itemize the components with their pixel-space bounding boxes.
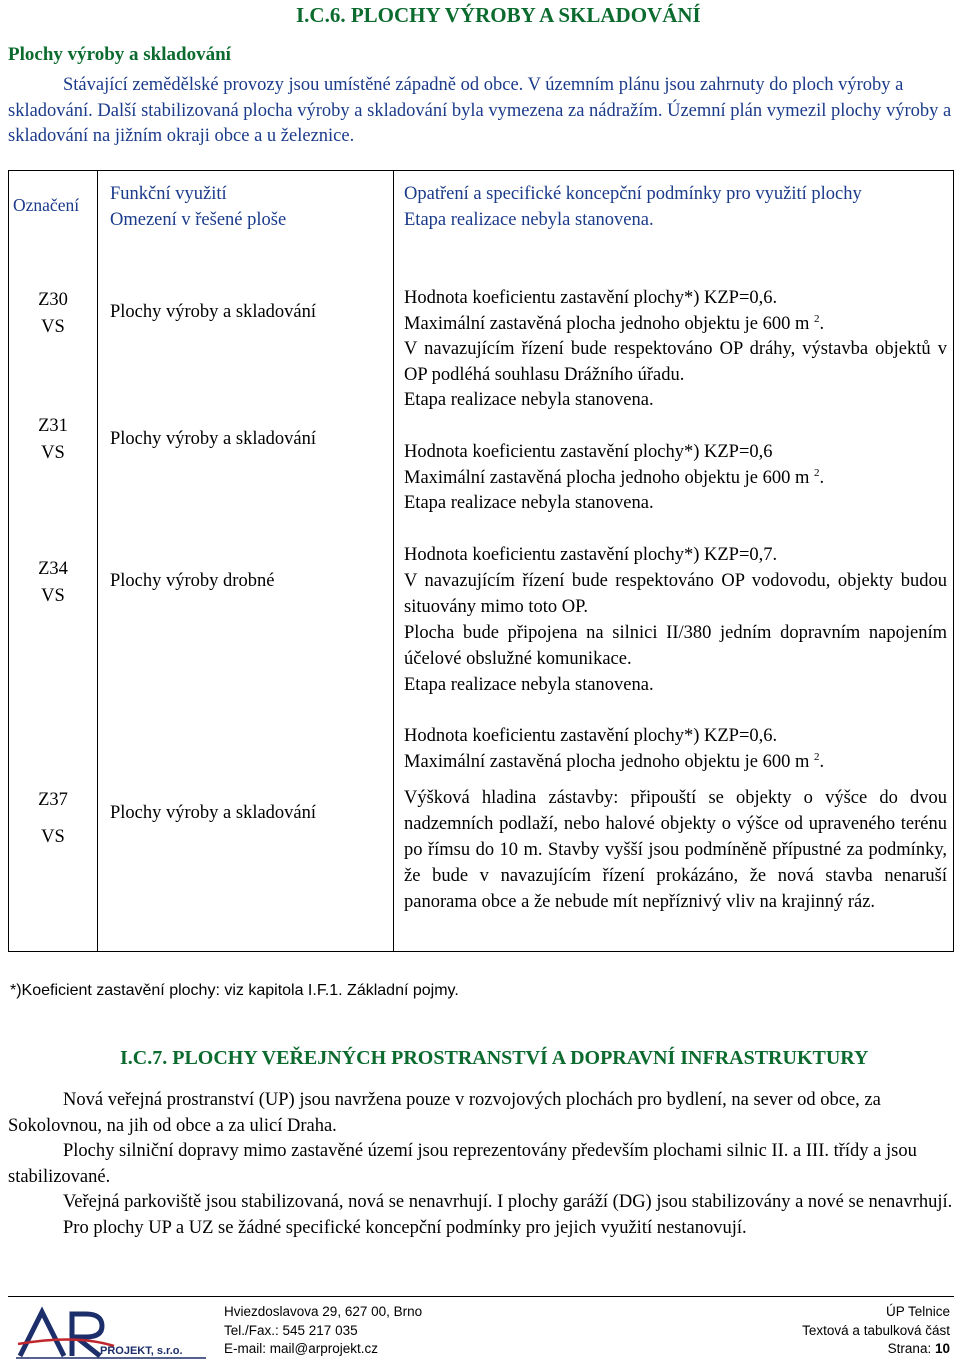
footnote: *)Koeficient zastavění plochy: viz kapitola I.F.1. Základní pojmy. [10, 982, 459, 999]
page-number: 10 [934, 1341, 950, 1356]
condition-line: Plocha bude připojena na silnici II/380 jedním dopravním napojením účelové obslužné komunikace. [404, 623, 947, 669]
zone-use: Plochy výroby a skladování [110, 803, 317, 823]
condition-line: Hodnota koeficientu zastavění plochy*) KZP=0,6. [404, 288, 778, 308]
zone-code: Z31 [38, 416, 68, 436]
zone-conditions [404, 723, 947, 915]
zone-conditions [404, 440, 947, 517]
zone-conditions [404, 286, 947, 414]
header-restriction-line: Omezení v řešené ploše [110, 210, 287, 230]
body-paragraph: Nová veřejná prostranství (UP) jsou navržena pouze v rozvojových plochách pro bydlení, na sever od obce, za Sokolovnou, na jih od obce a za ulicí Draha. [8, 1090, 881, 1136]
zone-use: Plochy výroby a skladování [110, 302, 317, 322]
zone-type: VS [41, 586, 65, 606]
section-subtitle: Plochy výroby a skladování [8, 44, 231, 65]
condition-line: Výšková hladina zástavby: připouští se objekty o výšce do dvou nadzemních podlaží, nebo halové objekty o výšce od upraveného terénu po římsu do 10 m. Stavby vyšší jsou podmíněně přípustné za podmínky, že bude v navazujícím řízení prokázáno, že nová stavba nenaruší panorama obce a že nebude mít nepříznivý vliv na krajinný ráz. [404, 788, 947, 912]
zone-code: Z34 [38, 559, 68, 579]
logo-graphic [16, 1304, 206, 1364]
zone-code: Z37 [38, 790, 68, 810]
section-title: I.C.6. PLOCHY VÝROBY A SKLADOVÁNÍ [296, 3, 701, 27]
header-stage-line: Etapa realizace nebyla stanovena. [404, 210, 654, 230]
intro-paragraph: Stávající zemědělské provozy jsou umístěné západně od obce. V územním plánu jsou zahrnuty do ploch výroby a skladování. Další stabilizovaná plocha výroby a skladování byla vymezena za nádražím. Územní plán vymezil plochy výroby a skladování na jižním okraji obce a u železnice. [8, 75, 952, 146]
zone-type: VS [41, 827, 65, 847]
footer-page: Strana: 10 [887, 1341, 950, 1356]
header-conditions-line: Opatření a specifické koncepční podmínky pro využití plochy [404, 184, 862, 204]
footer-address: Hviezdoslavova 29, 627 00, Brno [224, 1304, 423, 1319]
zone-type: VS [41, 317, 65, 337]
condition-line: Etapa realizace nebyla stanovena. [404, 390, 654, 410]
condition-line: Hodnota koeficientu zastavění plochy*) KZP=0,6. [404, 726, 778, 746]
row-code [9, 556, 97, 610]
row-code [9, 413, 97, 467]
header-designation: Označení [13, 195, 80, 215]
logo-company-text: PROJEKT, s.r.o. [100, 1345, 183, 1357]
condition-line: Hodnota koeficientu zastavění plochy*) KZP=0,7. [404, 545, 778, 565]
row-code [9, 782, 97, 856]
footer-email[interactable]: E-mail: mail@arprojekt.cz [224, 1341, 378, 1356]
row-code [9, 287, 97, 341]
header-function [110, 181, 390, 233]
zone-use: Plochy výroby a skladování [110, 429, 317, 449]
condition-line: Hodnota koeficientu zastavění plochy*) KZP=0,6 [404, 442, 773, 462]
zone-code: Z30 [38, 290, 68, 310]
footer-divider [8, 1296, 954, 1297]
footer-document [802, 1303, 950, 1359]
condition-line: Etapa realizace nebyla stanovena. [404, 493, 654, 513]
body-paragraph: Plochy silniční dopravy mimo zastavěné území jsou reprezentovány především plochami silnic II. a III. třídy a jsou stabilizované. [8, 1141, 917, 1187]
section-title: I.C.7. PLOCHY VEŘEJNÝCH PROSTRANSTVÍ A DOPRAVNÍ INFRASTRUKTURY [120, 1047, 869, 1069]
condition-line: Maximální zastavěná plocha jednoho objektu je 600 m $^2$. [404, 312, 825, 334]
section-body [8, 1088, 954, 1241]
body-paragraph: Pro plochy UP a UZ se žádné specifické koncepční podmínky pro jejich využití nestanovují. [63, 1217, 747, 1238]
condition-line: Maximální zastavěná plocha jednoho objektu je 600 m $^2$. [404, 466, 825, 488]
table-divider [97, 170, 98, 952]
header-function-line: Funkční využití [110, 184, 227, 204]
condition-line: Etapa realizace nebyla stanovena. [404, 675, 654, 695]
footer-contact [224, 1303, 422, 1359]
zone-use: Plochy výroby drobné [110, 571, 275, 591]
header-conditions [404, 181, 947, 233]
zone-conditions [404, 542, 947, 698]
zone-type: VS [41, 443, 65, 463]
company-logo [16, 1304, 206, 1364]
condition-line: V navazujícím řízení bude respektováno OP vodovodu, objekty budou situovány mimo toto OP. [404, 571, 947, 617]
condition-line: V navazujícím řízení bude respektováno OP dráhy, výstavba objektů v OP podléhá souhlasu Drážního úřadu. [404, 339, 947, 385]
table-divider [393, 170, 394, 952]
condition-line: Maximální zastavěná plocha jednoho objektu je 600 m $^2$. [404, 750, 825, 772]
footer-phone: Tel./Fax.: 545 217 035 [224, 1322, 358, 1338]
footer-doc-name: ÚP Telnice [885, 1304, 950, 1319]
footer-doc-part: Textová a tabulková část [802, 1322, 950, 1338]
body-paragraph: Veřejná parkoviště jsou stabilizovaná, nová se nenavrhují. I plochy garáží (DG) jsou stabilizovány a nové se nenavrhují. [63, 1192, 953, 1212]
